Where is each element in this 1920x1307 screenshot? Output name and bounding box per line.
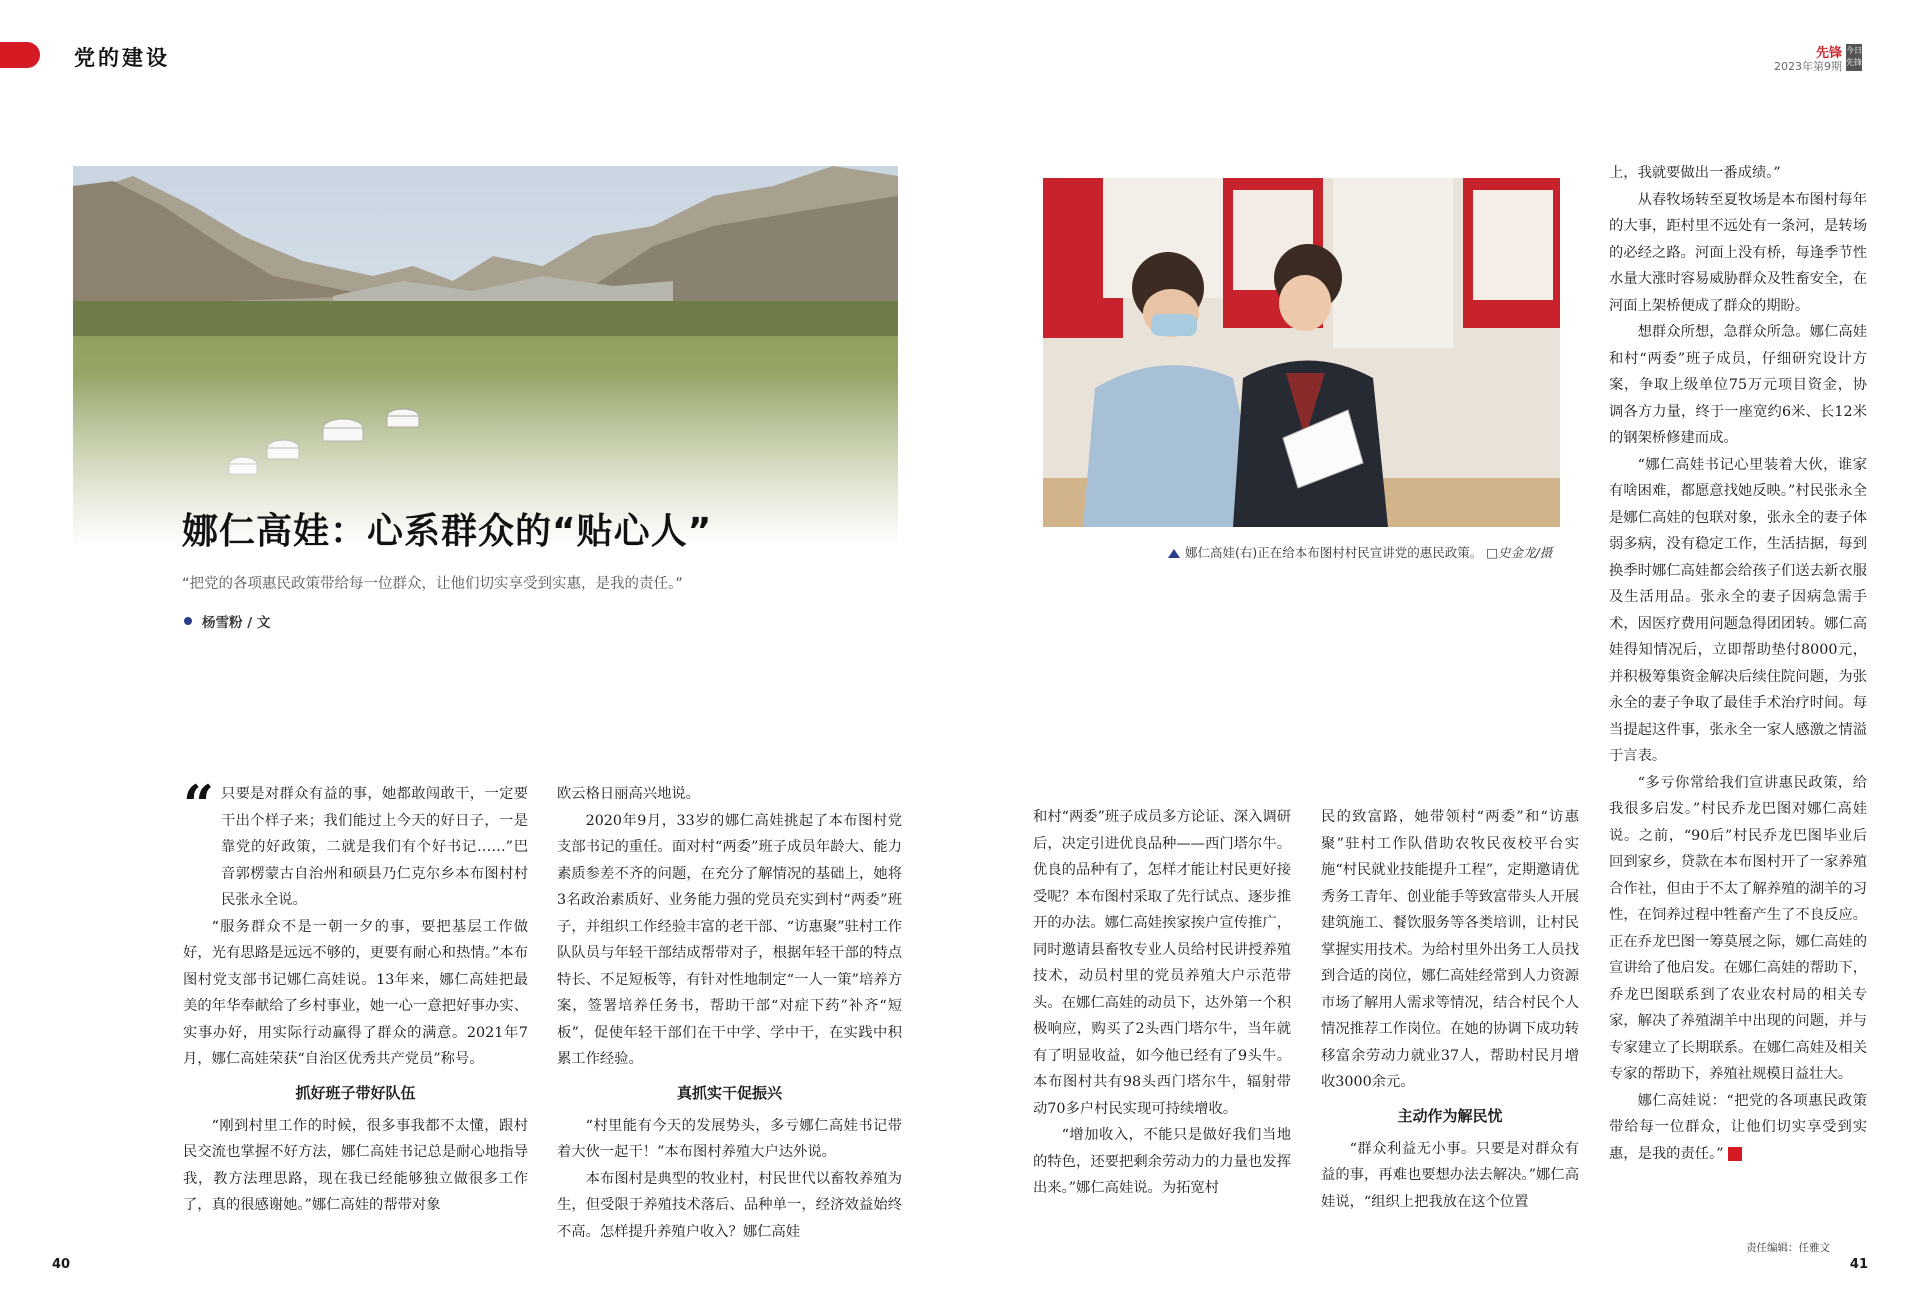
responsible-editor: 责任编辑：任雅文 bbox=[1746, 1242, 1830, 1254]
subheading: 真抓实干促振兴 bbox=[676, 1083, 782, 1102]
landscape-image bbox=[73, 166, 898, 546]
byline-bullet-icon bbox=[184, 617, 192, 625]
magazine-badge: 今日 先锋 bbox=[1846, 44, 1862, 71]
article-column-4 bbox=[1321, 804, 1579, 1215]
paragraph: “娜仁高娃书记心里装着大伙，谁家有啥困难，都愿意找她反映。”村民张永全是娜仁高娃的包联对象，张永全的妻子体弱多病，没有稳定工作，生活拮据，每到换季时娜仁高娃都会给孩子们送去新衣服及生活用品。张永全的妻子因病急需手术，因医疗费用问题急得团团转。娜仁高娃得知情况后，立即帮助垫付8000元，并积极筹集资金解决后续住院问题，为张永全的妻子争取了最佳手术治疗时间。每当提起这件事，张永全一家人感激之情溢于言表。 bbox=[1609, 456, 1867, 764]
photo-caption bbox=[1185, 543, 1595, 561]
paragraph: 上，我就要做出一番成绩。” bbox=[1609, 165, 1781, 181]
caption-text: 娜仁高娃(右)正在给本布图村村民宣讲党的惠民政策。 bbox=[1185, 545, 1483, 560]
article-column-3 bbox=[1033, 804, 1291, 1202]
final-text: 娜仁高娃说：“把党的各项惠民政策带给每一位群众，让他们切实享受到实惠，是我的责任。” bbox=[1609, 1092, 1867, 1162]
paragraph: 欧云格日丽高兴地说。 bbox=[557, 786, 700, 802]
paragraph-final bbox=[1609, 1088, 1867, 1168]
paragraph: “多亏你常给我们宣讲惠民政策，给我很多启发。”村民乔龙巴图对娜仁高娃说。之前，“90后”村民乔龙巴图毕业后回到家乡，贷款在本布图村开了一家养殖合作社，但由于不太了解养殖的湖羊的习性，在饲养过程中牲畜产生了不良反应。正在乔龙巴图一筹莫展之际，娜仁高娃的宣讲给了他启发。在娜仁高娃的帮助下，乔龙巴图联系到了农业农村局的相关专家，解决了养殖湖羊中出现的问题，并与专家建立了长期联系。在娜仁高娃及相关专家的帮助下，养殖社规模日益壮大。 bbox=[1609, 774, 1867, 1082]
magazine-name: 先锋 bbox=[1815, 46, 1842, 61]
subheading: 抓好班子带好队伍 bbox=[295, 1083, 416, 1102]
paragraph: 民的致富路，她带领村“两委”和“访惠聚”驻村工作队借助农牧民夜校平台实施“村民就业技能提升工程”，定期邀请优秀务工青年、创业能手等致富带头人开展建筑施工、餐饮服务等各类培训，让村民掌握实用技术。为给村里外出务工人员找到合适的岗位，娜仁高娃经常到人力资源市场了解用人需求等情况，结合村民个人情况推荐工作岗位。在她的协调下成功转移富余劳动力就业37人，帮助村民月增收3000余元。 bbox=[1321, 809, 1579, 1090]
paragraph: 本布图村是典型的牧业村，村民世代以畜牧养殖为生，但受限于养殖技术落后、品种单一，经济效益始终不高。怎样提升养殖户收入？娜仁高娃 bbox=[557, 1170, 902, 1240]
article-column-5 bbox=[1609, 160, 1867, 1167]
landscape-illustration bbox=[73, 166, 898, 546]
paragraph: “刚到村里工作的时候，很多事我都不太懂，跟村民交流也掌握不好方法，娜仁高娃书记总是耐心地指导我，教方法理思路，现在我已经能够独立做很多工作了，真的很感谢她。”娜仁高娃的帮带对象 bbox=[183, 1117, 528, 1213]
article-lede: “把党的各项惠民政策带给每一位群众，让他们切实享受到实惠，是我的责任。” bbox=[182, 576, 683, 592]
paragraph: 想群众所想，急群众所急。娜仁高娃和村“两委”班子成员，仔细研究设计方案，争取上级单位75万元项目资金，协调各方力量，终于一座宽约6米、长12米的钢架桥修建而成。 bbox=[1609, 324, 1867, 446]
paragraph: “服务群众不是一朝一夕的事，要把基层工作做好，光有思路是远远不够的，更要有耐心和热情。”本布图村党支部书记娜仁高娃说。13年来，娜仁高娃把最美的年华奉献给了乡村事业，她一心一意把好事办实、实事办好，用实际行动赢得了群众的满意。2021年7月，娜仁高娃荣获“自治区优秀共产党员”称号。 bbox=[183, 918, 528, 1067]
paragraph: 只要是对群众有益的事，她都敢闯敢干，一定要干出个样子来；我们能过上今天的好日子，一是靠党的好政策，二就是我们有个好书记……”巴音郭楞蒙古自治州和硕县乃仁克尔乡本布图村村民张永全说。 bbox=[221, 786, 528, 908]
article-byline: 杨雪粉 / 文 bbox=[202, 615, 271, 631]
paragraph: “村里能有今天的发展势头，多亏娜仁高娃书记带着大伙一起干！”本布图村养殖大户达外说。 bbox=[557, 1117, 902, 1160]
paragraph: 从春牧场转至夏牧场是本布图村每年的大事，距村里不远处有一条河，是转场的必经之路。河面上没有桥，每逢季节性水量大涨时容易威胁群众及牲畜安全，在河面上架桥便成了群众的期盼。 bbox=[1609, 191, 1867, 314]
article-column-2 bbox=[557, 781, 902, 1245]
magazine-issue: 2023年第9期 bbox=[1774, 60, 1842, 73]
article-column-1 bbox=[183, 781, 528, 1219]
paragraph: “增加收入，不能只是做好我们当地的特色，还要把剩余劳动力的力量也发挥出来。”娜仁高娃说。为拓宽村 bbox=[1033, 1127, 1291, 1196]
caption-marker-icon bbox=[1168, 549, 1180, 558]
section-tab-marker bbox=[0, 42, 40, 68]
photo-image bbox=[1043, 178, 1560, 527]
subheading: 主动作为解民忧 bbox=[1397, 1106, 1503, 1125]
end-mark-icon bbox=[1728, 1147, 1742, 1161]
article-title: 娜仁高娃：心系群众的“贴心人” bbox=[182, 511, 713, 552]
paragraph: 和村“两委”班子成员多方论证、深入调研后，决定引进优良品种——西门塔尔牛。优良的品种有了，怎样才能让村民更好接受呢？本布图村采取了先行试点、逐步推开的办法。娜仁高娃挨家挨户宣传推广，同时邀请县畜牧专业人员给村民讲授养殖技术，动员村里的党员养殖大户示范带头。在娜仁高娃的动员下，达外第一个积极响应，购买了2头西门塔尔牛，当年就有了明显收益，如今他已经有了9头牛。本布图村共有98头西门塔尔牛，辐射带动70多户村民实现可持续增收。 bbox=[1033, 809, 1291, 1117]
paragraph: “群众利益无小事。只要是对群众有益的事，再难也要想办法去解决。”娜仁高娃说，“组织上把我放在这个位置 bbox=[1321, 1140, 1579, 1210]
page-number-left: 40 bbox=[52, 1257, 71, 1272]
paragraph: 2020年9月，33岁的娜仁高娃挑起了本布图村党支部书记的重任。面对村“两委”班子成员年龄大、能力素质参差不齐的问题，在充分了解情况的基础上，她将3名政治素质好、业务能力强的党员充实到村“两委”班子，并组织工作经验丰富的老干部、“访惠聚”驻村工作队队员与年轻干部结成帮带对子，根据年轻干部的特点特长、不足短板等，有针对性地制定“一人一策”培养方案，签署培养任务书，帮助干部“对症下药”补齐“短板”，促使年轻干部们在干中学、学中干，在实践中积累工作经验。 bbox=[557, 812, 902, 1067]
photo-credit: □史金龙/摄 bbox=[1486, 545, 1553, 560]
article-photo bbox=[1043, 178, 1560, 527]
open-quote-icon: “ bbox=[183, 773, 215, 837]
section-title: 党的建设 bbox=[74, 45, 170, 70]
page-number-right: 41 bbox=[1849, 1257, 1868, 1272]
